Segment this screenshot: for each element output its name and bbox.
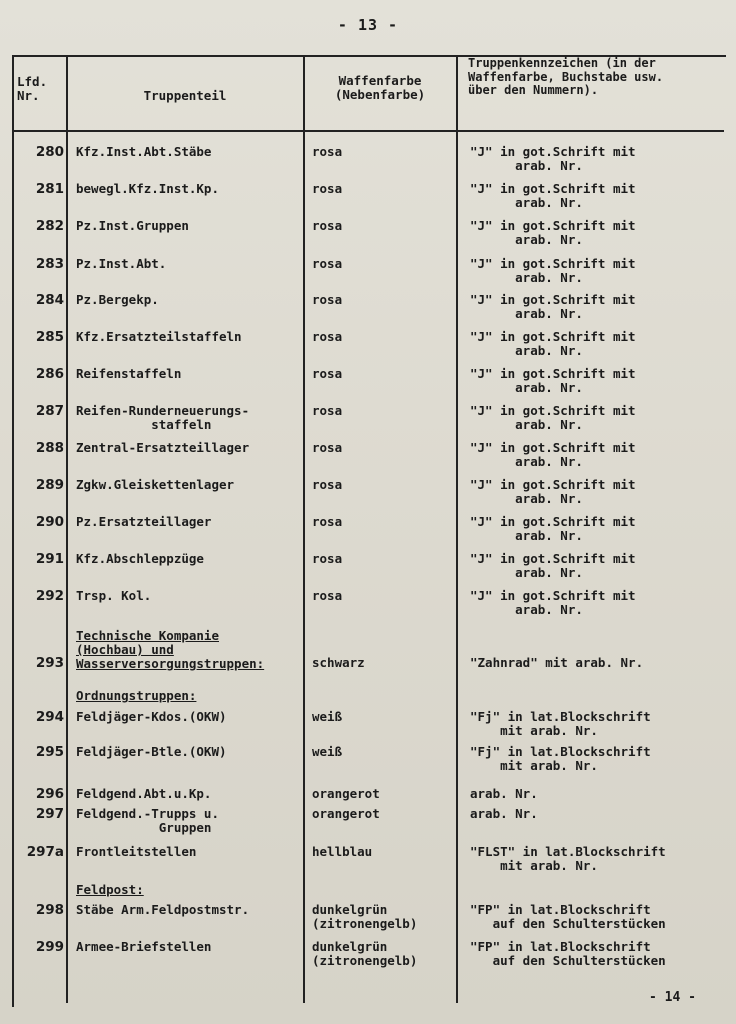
- row-number: 294: [35, 709, 64, 725]
- row-waffenfarbe: rosa: [312, 477, 343, 492]
- row-kennzeichen: arab. Nr.: [470, 786, 538, 801]
- row-truppenteil: Trsp. Kol.: [76, 588, 152, 603]
- row-kennzeichen: "J" in got.Schrift mit arab. Nr.: [470, 403, 636, 432]
- row-number: 297: [35, 806, 64, 822]
- row-waffenfarbe: orangerot: [312, 786, 380, 801]
- row-truppenteil: Feldgend.Abt.u.Kp.: [76, 786, 212, 801]
- row-truppenteil: Pz.Inst.Gruppen: [76, 218, 189, 233]
- row-kennzeichen: "J" in got.Schrift mit arab. Nr.: [470, 551, 636, 580]
- header-waffenfarbe: Waffenfarbe (Nebenfarbe): [334, 73, 426, 102]
- row-kennzeichen: "FP" in lat.Blockschrift auf den Schulterstücken: [470, 902, 666, 931]
- row-truppenteil: Reifenstaffeln: [76, 366, 182, 381]
- row-kennzeichen: "J" in got.Schrift mit arab. Nr.: [470, 144, 636, 173]
- row-truppenteil: Kfz.Inst.Abt.Stäbe: [76, 144, 212, 159]
- row-kennzeichen: "Zahnrad" mit arab. Nr.: [470, 655, 644, 670]
- row-number: 291: [35, 551, 64, 567]
- header-nr: Lfd. Nr.: [17, 74, 48, 103]
- row-number: 283: [35, 256, 64, 272]
- row-truppenteil: bewegl.Kfz.Inst.Kp.: [76, 181, 219, 196]
- row-waffenfarbe: rosa: [312, 144, 343, 159]
- row-number: 297a: [26, 844, 64, 860]
- row-kennzeichen: "J" in got.Schrift mit arab. Nr.: [470, 256, 636, 285]
- row-kennzeichen: "J" in got.Schrift mit arab. Nr.: [470, 181, 636, 210]
- row-kennzeichen: "J" in got.Schrift mit arab. Nr.: [470, 329, 636, 358]
- row-truppenteil: Kfz.Abschleppzüge: [76, 551, 204, 566]
- row-number: 293: [35, 655, 64, 671]
- row-waffenfarbe: rosa: [312, 292, 343, 307]
- row-kennzeichen: "FLST" in lat.Blockschrift mit arab. Nr.: [470, 844, 666, 873]
- row-truppenteil: Pz.Inst.Abt.: [76, 256, 167, 271]
- column-divider: [66, 55, 68, 1003]
- row-number: 286: [35, 366, 64, 382]
- row-truppenteil: Reifen-Runderneuerungs- staffeln: [76, 403, 250, 432]
- row-truppenteil: Zentral-Ersatzteillager: [76, 440, 250, 455]
- row-kennzeichen: "FP" in lat.Blockschrift auf den Schulterstücken: [470, 939, 666, 968]
- row-waffenfarbe: schwarz: [312, 655, 365, 670]
- row-kennzeichen: "J" in got.Schrift mit arab. Nr.: [470, 514, 636, 543]
- row-waffenfarbe: dunkelgrün (zitronengelb): [312, 939, 418, 968]
- row-number: 289: [35, 477, 64, 493]
- row-waffenfarbe: rosa: [312, 181, 343, 196]
- row-kennzeichen: "J" in got.Schrift mit arab. Nr.: [470, 477, 636, 506]
- section-technische-kompanie: Technische Kompanie (Hochbau) und Wasserversorgungstruppen:: [76, 628, 265, 671]
- row-number: 280: [35, 144, 64, 160]
- row-waffenfarbe: weiß: [312, 744, 343, 759]
- row-number: 295: [35, 744, 64, 760]
- row-number: 292: [35, 588, 64, 604]
- row-truppenteil: Stäbe Arm.Feldpostmstr.: [76, 902, 250, 917]
- row-number: 298: [35, 902, 64, 918]
- row-waffenfarbe: rosa: [312, 514, 343, 529]
- row-waffenfarbe: rosa: [312, 403, 343, 418]
- row-waffenfarbe: rosa: [312, 218, 343, 233]
- section-feldpost: Feldpost:: [76, 882, 144, 897]
- row-waffenfarbe: hellblau: [312, 844, 373, 859]
- row-number: 299: [35, 939, 64, 955]
- next-page-marker: - 14 -: [649, 990, 696, 1005]
- row-waffenfarbe: rosa: [312, 588, 343, 603]
- row-waffenfarbe: rosa: [312, 366, 343, 381]
- header-truppenteil: Truppenteil: [143, 88, 227, 103]
- row-truppenteil: Pz.Bergekp.: [76, 292, 159, 307]
- page-number: - 13 -: [337, 16, 399, 34]
- row-kennzeichen: "Fj" in lat.Blockschrift mit arab. Nr.: [470, 744, 651, 773]
- row-truppenteil: Feldjäger-Kdos.(OKW): [76, 709, 227, 724]
- row-number: 282: [35, 218, 64, 234]
- row-waffenfarbe: rosa: [312, 440, 343, 455]
- row-kennzeichen: "J" in got.Schrift mit arab. Nr.: [470, 218, 636, 247]
- row-truppenteil: Pz.Ersatzteillager: [76, 514, 212, 529]
- row-truppenteil: Kfz.Ersatzteilstaffeln: [76, 329, 242, 344]
- row-waffenfarbe: rosa: [312, 256, 343, 271]
- row-waffenfarbe: rosa: [312, 551, 343, 566]
- header-kennzeichen: Truppenkennzeichen (in der Waffenfarbe, Buchstabe usw. über den Nummern).: [468, 56, 664, 97]
- row-number: 290: [35, 514, 64, 530]
- row-kennzeichen: "J" in got.Schrift mit arab. Nr.: [470, 588, 636, 617]
- column-divider: [303, 55, 305, 1003]
- row-kennzeichen: "J" in got.Schrift mit arab. Nr.: [470, 366, 636, 395]
- row-truppenteil: Zgkw.Gleiskettenlager: [76, 477, 235, 492]
- row-number: 285: [35, 329, 64, 345]
- row-kennzeichen: "Fj" in lat.Blockschrift mit arab. Nr.: [470, 709, 651, 738]
- header-divider: [12, 130, 724, 132]
- row-truppenteil: Feldjäger-Btle.(OKW): [76, 744, 227, 759]
- row-waffenfarbe: rosa: [312, 329, 343, 344]
- row-number: 296: [35, 786, 64, 802]
- row-waffenfarbe: dunkelgrün (zitronengelb): [312, 902, 418, 931]
- row-waffenfarbe: orangerot: [312, 806, 380, 821]
- row-kennzeichen: "J" in got.Schrift mit arab. Nr.: [470, 440, 636, 469]
- row-waffenfarbe: weiß: [312, 709, 343, 724]
- row-truppenteil: Frontleitstellen: [76, 844, 197, 859]
- section-ordnungstruppen: Ordnungstruppen:: [76, 688, 197, 703]
- row-kennzeichen: arab. Nr.: [470, 806, 538, 821]
- row-truppenteil: Feldgend.-Trupps u. Gruppen: [76, 806, 219, 835]
- column-divider: [456, 55, 458, 1003]
- row-kennzeichen: "J" in got.Schrift mit arab. Nr.: [470, 292, 636, 321]
- row-truppenteil: Armee-Briefstellen: [76, 939, 212, 954]
- row-number: 281: [35, 181, 64, 197]
- row-number: 287: [35, 403, 64, 419]
- row-number: 284: [35, 292, 64, 308]
- row-number: 288: [35, 440, 64, 456]
